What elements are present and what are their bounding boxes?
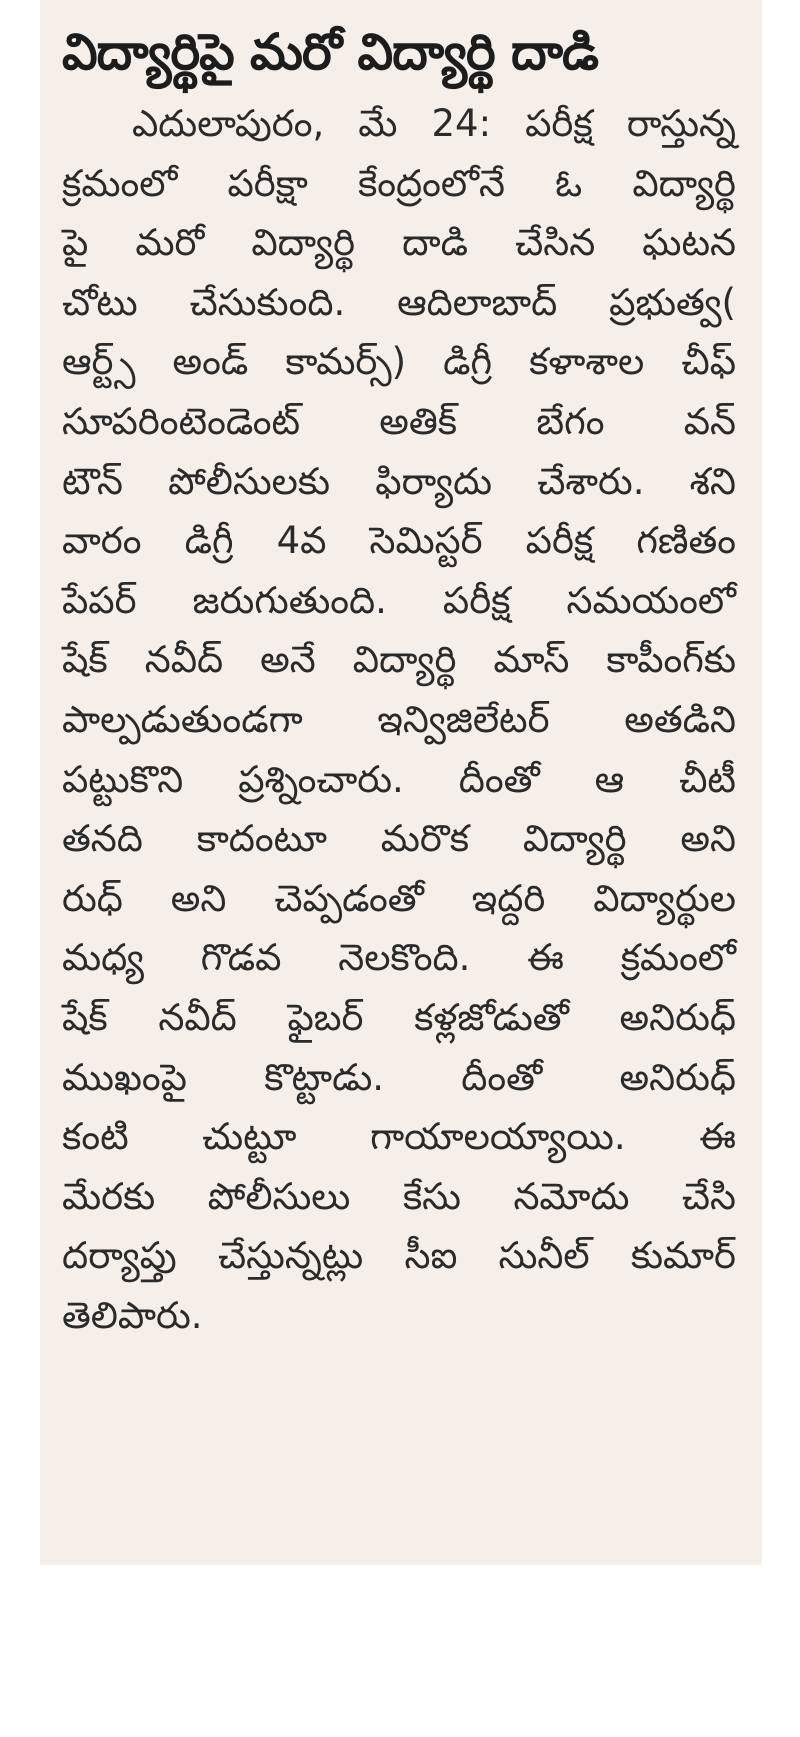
article-line: దర్యాప్తు చేస్తున్నట్లు సీఐ సునీల్ కుమార్	[62, 1234, 736, 1278]
article-body	[62, 94, 736, 1345]
article-line: చోటు చేసుకుంది. ఆదిలాబాద్ ప్రభుత్వ(	[62, 280, 736, 324]
article-line: పేపర్ జరుగుతుంది. పరీక్ష సమయంలో	[62, 578, 736, 622]
article-line: పాల్పడుతుండగా ఇన్విజిలేటర్ అతడిని	[62, 697, 736, 741]
article-line: తనది కాదంటూ మరొక విద్యార్థి అని	[62, 817, 736, 861]
article-line: పై మరో విద్యార్థి దాడి చేసిన ఘటన	[62, 221, 736, 265]
article-line: షేక్ నవీద్ ఫైబర్ కళ్లజోడుతో అనిరుధ్	[62, 995, 736, 1039]
article-line: ఎదులాపురం, మే 24: పరీక్ష రాస్తున్న	[132, 102, 736, 145]
article-line: వారం డిగ్రీ 4వ సెమిస్టర్ పరీక్ష గణితం	[62, 519, 736, 563]
headline: విద్యార్థిపై మరో విద్యార్థి దాడి	[62, 23, 599, 81]
article-line: మధ్య గొడవ నెలకొంది. ఈ క్రమంలో	[62, 936, 736, 980]
article-line: క్రమంలో పరీక్షా కేంద్రంలోనే ఓ విద్యార్థి	[62, 161, 736, 205]
article-line: టౌన్ పోలీసులకు ఫిర్యాదు చేశారు. శని	[62, 459, 736, 503]
article-line: షేక్ నవీద్ అనే విద్యార్థి మాస్ కాపీంగ్‌కు	[62, 638, 736, 682]
article-line: కంటి చుట్టూ గాయాలయ్యాయి. ఈ	[62, 1115, 736, 1159]
article-line: మేరకు పోలీసులు కేసు నమోదు చేసి	[62, 1174, 736, 1218]
newspaper-clipping	[40, 0, 762, 1565]
article-line: సూపరింటెండెంట్ అతిక్ బేగం వన్	[62, 399, 736, 443]
article-line: ముఖంపై కొట్టాడు. దీంతో అనిరుధ్	[62, 1055, 736, 1099]
article-line: రుధ్ అని చెప్పడంతో ఇద్దరి విద్యార్థుల	[62, 876, 736, 920]
article-line: పట్టుకొని ప్రశ్నించారు. దీంతో ఆ చీటీ	[62, 757, 736, 801]
article-line: ఆర్ట్స్ అండ్ కామర్స్) డిగ్రీ కళాశాల చీఫ్	[62, 340, 736, 384]
article-line: తెలిపారు.	[62, 1293, 203, 1337]
